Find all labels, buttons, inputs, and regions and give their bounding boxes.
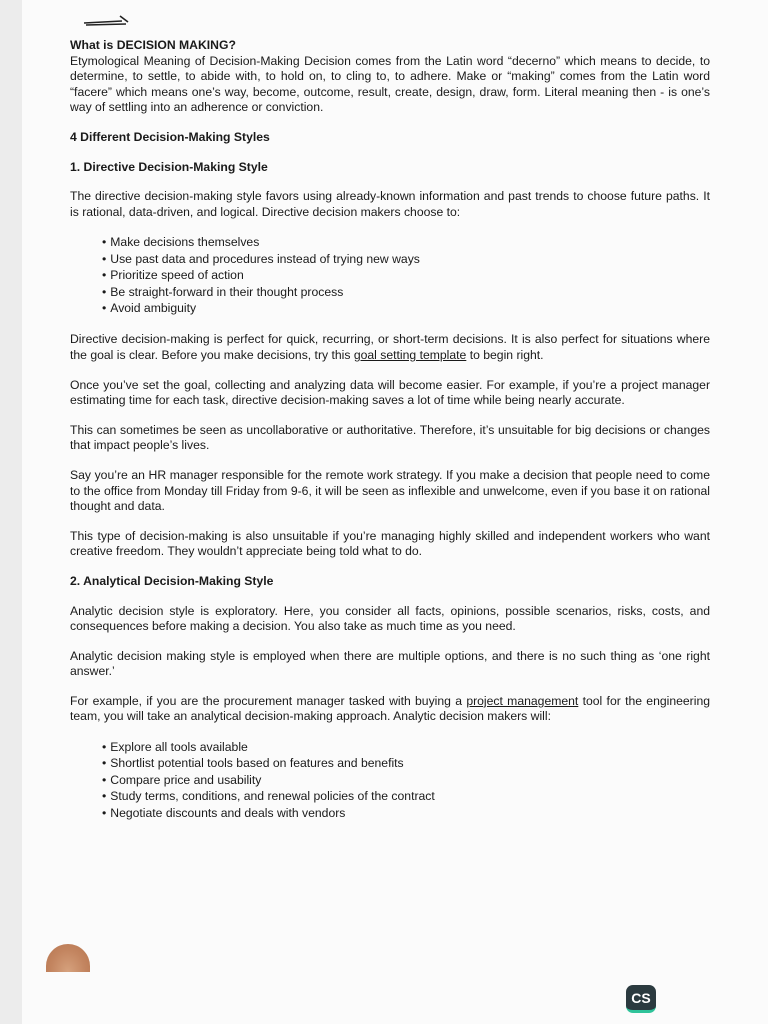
directive-paragraph-3: Once you’ve set the goal, collecting and analyzing data will become easier. For example, if you’re a project manager estimating time for each task, directive decision-making saves a lot of time while being nearly accurate.	[70, 377, 710, 408]
directive-paragraph-5: Say you’re an HR manager responsible for the remote work strategy. If you make a decision that people need to come to the office from Monday till Friday from 9-6, it will be seen as inflexible and unwelcome, even if you base it on rational thought and data.	[70, 467, 710, 514]
analytical-paragraph-3	[70, 694, 710, 725]
analytical-heading: 2. Analytical Decision-Making Style	[70, 573, 274, 588]
goal-setting-template-link[interactable]: goal setting template	[353, 347, 467, 362]
text-span: to begin right.	[466, 347, 544, 362]
text-span: tool for the engineering team, you will take an analytical decision-making approach. Analytic decision makers will:	[70, 693, 711, 724]
list-item: • Study terms, conditions, and renewal policies of the contract	[102, 788, 710, 804]
intro-section	[70, 38, 710, 116]
document-body	[70, 38, 710, 837]
directive-paragraph-6: This type of decision-making is also unsuitable if you’re managing highly skilled and independent workers who want creative freedom. They wouldn’t appreciate being told what to do.	[70, 528, 710, 559]
styles-heading: 4 Different Decision-Making Styles	[70, 129, 270, 144]
directive-heading: 1. Directive Decision-Making Style	[70, 159, 268, 174]
directive-paragraph-2	[70, 332, 710, 363]
list-item: • Use past data and procedures instead of trying new ways	[102, 251, 710, 267]
list-item: • Shortlist potential tools based on features and benefits	[102, 755, 710, 771]
analytical-bullet-list	[70, 739, 710, 821]
directive-bullet-list	[70, 234, 710, 316]
text-span: For example, if you are the procurement manager tasked with buying a	[70, 693, 467, 708]
finger-thumb	[46, 944, 90, 972]
intro-paragraph: Etymological Meaning of Decision-Making Decision comes from the Latin word “decerno” which means to decide, to determine, to settle, to abide with, to hold on, to cling to, to adhere. Make or “making” comes from the Latin word “facere” which means one’s way, become, outcome, result, create, design, draw, form. Literal meaning then - is one’s way of settling into an adherence or conviction.	[70, 53, 710, 115]
project-management-link[interactable]: project management	[466, 693, 579, 708]
directive-paragraph-1: The directive decision-making style favors using already-known information and past trends to choose future paths. It is rational, data-driven, and logical. Directive decision makers choose to:	[70, 189, 710, 219]
list-item: • Be straight-forward in their thought process	[102, 284, 710, 300]
camscanner-icon: CS	[626, 985, 656, 1013]
list-item: • Compare price and usability	[102, 772, 710, 788]
analytical-paragraph-1: Analytic decision style is exploratory. Here, you consider all facts, opinions, possible scenarios, risks, costs, and consequences before making a decision. You also take as much time as you need.	[70, 603, 710, 634]
directive-paragraph-4: This can sometimes be seen as uncollaborative or authoritative. Therefore, it’s unsuitable for big decisions or changes that impact people’s lives.	[70, 422, 710, 453]
list-item: • Negotiate discounts and deals with vendors	[102, 805, 710, 821]
list-item: • Make decisions themselves	[102, 234, 710, 250]
intro-title: What is DECISION MAKING?	[70, 38, 236, 52]
list-item: • Avoid ambiguity	[102, 300, 710, 316]
list-item: • Prioritize speed of action	[102, 267, 710, 283]
list-item: • Explore all tools available	[102, 739, 710, 755]
text-span: Directive decision-making is perfect for quick, recurring, or short-term decisions. It is also perfect for situations where the goal is clear. Before you make decisions, try this	[70, 332, 710, 362]
pen-stroke-mark	[82, 12, 134, 30]
analytical-paragraph-2: Analytic decision making style is employed when there are multiple options, and there is no such thing as ‘one right answer.’	[70, 648, 710, 679]
